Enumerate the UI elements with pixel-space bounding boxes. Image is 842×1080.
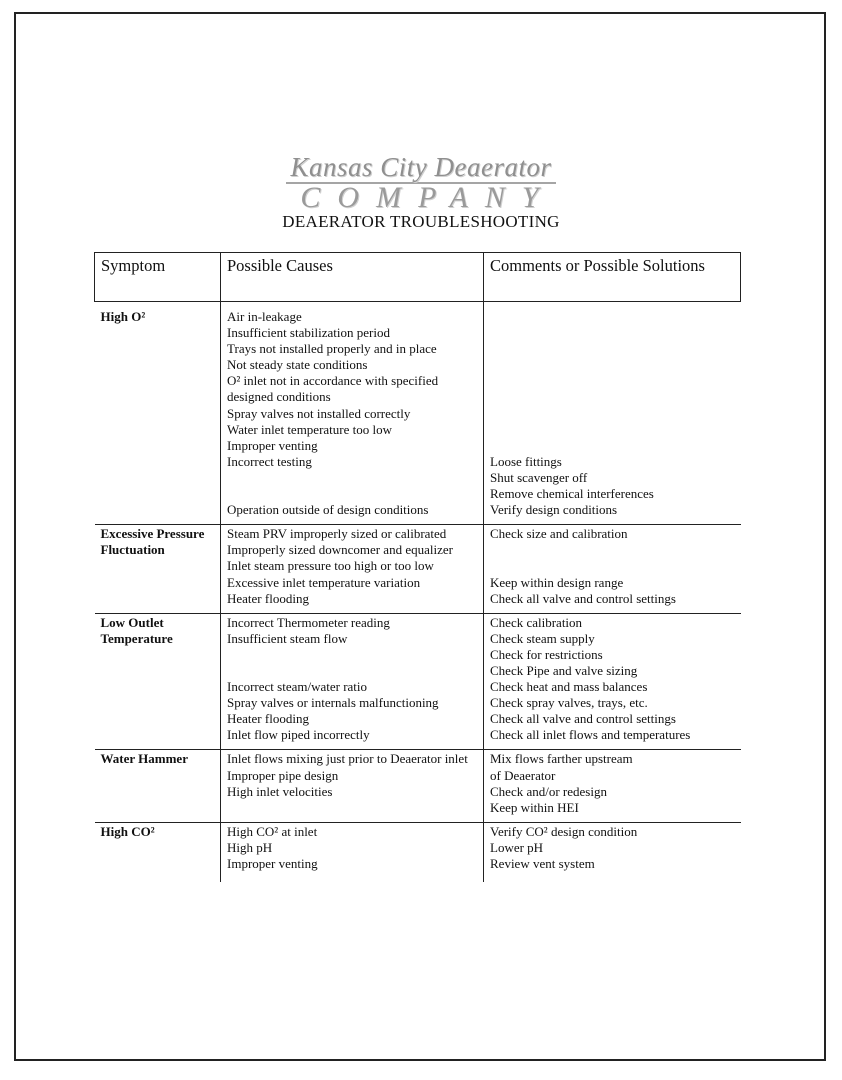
causes-cell: Air in-leakage Insufficient stabilization period Trays not installed properly and in place Not steady state conditions O² inlet not in accordance with specified designed conditions Spray valves not installed correctly Water inlet temperature too low Improper venting Incorrect testing — [221, 309, 484, 502]
symptom-cell — [95, 502, 221, 525]
table-row — [95, 750, 741, 822]
header-symptom: Symptom — [95, 253, 221, 302]
troubleshooting-table — [94, 252, 741, 882]
table-row — [95, 309, 741, 502]
causes-cell: Incorrect Thermometer reading Insufficient steam flow Incorrect steam/water ratio Spray valves or internals malfunctioning Heater flooding Inlet flow piped incorrectly — [221, 613, 484, 750]
symptom-cell: Water Hammer — [95, 750, 221, 822]
document-title: DEAERATOR TROUBLESHOOTING — [282, 212, 560, 231]
symptom-cell: High CO² — [95, 822, 221, 882]
solutions-cell: Mix flows farther upstream of Deaerator Check and/or redesign Keep within HEI — [484, 750, 741, 822]
table-row — [95, 525, 741, 613]
company-logo — [0, 152, 842, 212]
header-solutions: Comments or Possible Solutions — [484, 253, 741, 302]
symptom-cell: High O² — [100, 309, 146, 324]
symptom-cell: Low Outlet Temperature — [95, 613, 221, 750]
logo-company: COMPANY — [300, 181, 556, 214]
solutions-cell: Check size and calibration Keep within design range Check all valve and control settings — [484, 525, 741, 613]
table-row — [95, 822, 741, 882]
causes-cell: Inlet flows mixing just prior to Deaerator inlet Improper pipe design High inlet velocities — [221, 750, 484, 822]
table-header-row — [95, 253, 741, 302]
solutions-cell: Loose fittings Shut scavenger off Remove chemical interferences — [484, 309, 741, 502]
solutions-cell: Verify design conditions — [484, 502, 741, 525]
header-possible-causes: Possible Causes — [221, 253, 484, 302]
solutions-cell: Verify CO² design condition Lower pH Review vent system — [484, 822, 741, 882]
causes-cell: Operation outside of design conditions — [221, 502, 484, 525]
table-row — [95, 502, 741, 525]
solutions-cell: Check calibration Check steam supply Check for restrictions Check Pipe and valve sizing Check heat and mass balances Check spray valves, trays, etc. Check all valve and control settings Check all inlet flows and temperatures — [484, 613, 741, 750]
table-row — [95, 613, 741, 750]
symptom-cell: Excessive Pressure Fluctuation — [95, 525, 221, 613]
causes-cell: Steam PRV improperly sized or calibrated Improperly sized downcomer and equalizer Inlet steam pressure too high or too low Excessive inlet temperature variation Heater flooding — [221, 525, 484, 613]
causes-cell: High CO² at inlet High pH Improper venting — [221, 822, 484, 882]
logo-name: Kansas City Deaerator — [286, 152, 555, 184]
